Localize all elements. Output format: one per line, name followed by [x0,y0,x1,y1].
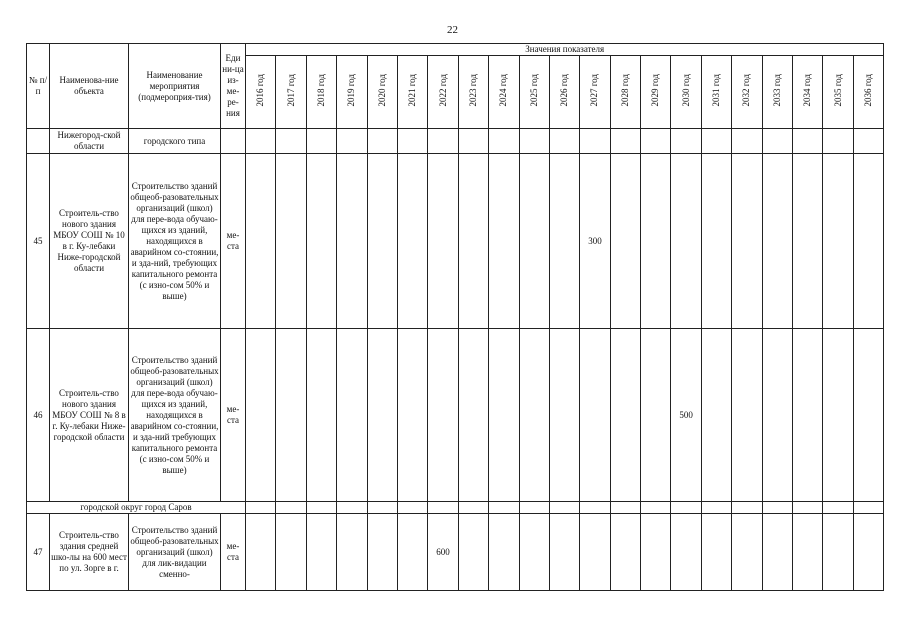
empty-value-cell [580,502,610,514]
empty-value-cell [306,154,336,329]
empty-value-cell [428,129,458,154]
empty-value-cell [489,514,519,591]
empty-value-cell [276,154,306,329]
header-unit: Еди ни-ца из-ме-ре-ния [221,44,246,129]
empty-value-cell [580,329,610,502]
cell-num: 47 [27,514,50,591]
empty-value-cell [428,329,458,502]
value-cell: 500 [671,329,701,502]
year-header-cell [519,56,549,129]
year-header-cell [793,56,823,129]
year-label: 2024 год [498,74,509,107]
empty-value-cell [367,129,397,154]
year-label: 2019 год [346,74,357,107]
empty-value-cell [641,502,671,514]
empty-value-cell [701,514,731,591]
empty-value-cell [793,514,823,591]
year-label: 2016 год [255,74,266,107]
empty-value-cell [823,329,853,502]
empty-value-cell [337,514,367,591]
cell-activity: городского типа [129,129,221,154]
year-header-cell [823,56,853,129]
empty-value-cell [762,329,792,502]
year-label: 2017 год [285,74,296,107]
header-values-group: Значения показателя [246,44,884,56]
empty-value-cell [671,129,701,154]
table-row [27,514,884,591]
year-header-cell [246,56,276,129]
empty-value-cell [853,502,884,514]
empty-value-cell [610,329,640,502]
year-header-cell [610,56,640,129]
empty-value-cell [397,154,427,329]
empty-value-cell [519,329,549,502]
year-label: 2031 год [711,74,722,107]
empty-value-cell [246,329,276,502]
empty-value-cell [793,502,823,514]
empty-value-cell [671,502,701,514]
empty-value-cell [246,502,276,514]
empty-value-cell [580,514,610,591]
year-header-cell [489,56,519,129]
cell-activity: Строительство зданий общеоб-разовательных организаций (школ) для пере-вода обучаю-щихся из зданий, находящихся в аварийном со-стоянии, и зда-ний, требующих капитального ремонта (с изно-сом 50% и выше) [129,154,221,329]
year-header-cell [641,56,671,129]
empty-value-cell [458,154,488,329]
empty-value-cell [732,514,762,591]
value-cell: 300 [580,154,610,329]
empty-value-cell [397,514,427,591]
table-row-continuation [27,129,884,154]
empty-value-cell [276,329,306,502]
empty-value-cell [580,129,610,154]
empty-value-cell [823,154,853,329]
empty-value-cell [519,502,549,514]
year-header-cell [853,56,884,129]
empty-value-cell [337,502,367,514]
empty-value-cell [549,129,579,154]
year-label: 2034 год [802,74,813,107]
empty-value-cell [549,329,579,502]
year-header-cell [428,56,458,129]
cell-object: Строитель-ство здания средней шко-лы на 600 мест по ул. Зорге в г. [50,514,129,591]
cell-unit: ме-ста [221,154,246,329]
year-header-cell [732,56,762,129]
year-header-cell [580,56,610,129]
empty-value-cell [489,154,519,329]
empty-value-cell [701,502,731,514]
empty-value-cell [246,514,276,591]
year-label: 2023 год [467,74,478,107]
empty-value-cell [397,502,427,514]
empty-value-cell [337,129,367,154]
empty-value-cell [549,154,579,329]
empty-value-cell [762,154,792,329]
empty-value-cell [610,129,640,154]
empty-value-cell [823,514,853,591]
empty-value-cell [458,329,488,502]
empty-value-cell [610,154,640,329]
empty-value-cell [762,514,792,591]
empty-value-cell [489,502,519,514]
empty-value-cell [793,129,823,154]
empty-value-cell [793,329,823,502]
empty-value-cell [732,154,762,329]
year-label: 2036 год [863,74,874,107]
empty-value-cell [458,514,488,591]
empty-value-cell [823,129,853,154]
empty-value-cell [853,514,884,591]
empty-value-cell [762,502,792,514]
year-label: 2028 год [619,74,630,107]
year-header-cell [306,56,336,129]
empty-value-cell [428,502,458,514]
empty-value-cell [549,514,579,591]
empty-value-cell [276,129,306,154]
year-label: 2022 год [437,74,448,107]
cell-unit: ме-ста [221,329,246,502]
year-header-cell [276,56,306,129]
section-title: городской округ город Саров [27,502,246,514]
year-label: 2026 год [559,74,570,107]
empty-value-cell [823,502,853,514]
empty-value-cell [519,154,549,329]
empty-value-cell [306,502,336,514]
year-label: 2033 год [771,74,782,107]
empty-value-cell [701,154,731,329]
year-header-cell [701,56,731,129]
empty-value-cell [610,502,640,514]
empty-value-cell [701,329,731,502]
year-label: 2020 год [376,74,387,107]
header-activity: Наименование мероприятия (подмероприя-тия) [129,44,221,129]
table-row [27,329,884,502]
empty-value-cell [458,502,488,514]
empty-value-cell [337,329,367,502]
empty-value-cell [367,502,397,514]
empty-value-cell [428,154,458,329]
empty-value-cell [367,154,397,329]
year-label: 2018 год [315,74,326,107]
empty-value-cell [853,154,884,329]
year-label: 2035 год [832,74,843,107]
empty-value-cell [337,154,367,329]
table-row [27,154,884,329]
empty-value-cell [853,329,884,502]
cell-unit: ме-ста [221,514,246,591]
empty-value-cell [397,329,427,502]
empty-value-cell [246,154,276,329]
empty-value-cell [549,502,579,514]
empty-value-cell [306,514,336,591]
table-body [27,129,884,591]
year-label: 2025 год [528,74,539,107]
cell-unit [221,129,246,154]
empty-value-cell [701,129,731,154]
year-label: 2032 год [741,74,752,107]
year-header-cell [367,56,397,129]
empty-value-cell [519,129,549,154]
year-label: 2027 год [589,74,600,107]
empty-value-cell [793,154,823,329]
page-number: 22 [447,24,458,36]
empty-value-cell [489,329,519,502]
empty-value-cell [732,502,762,514]
empty-value-cell [853,129,884,154]
empty-value-cell [732,329,762,502]
empty-value-cell [306,129,336,154]
year-header-cell [762,56,792,129]
year-header-cell [337,56,367,129]
year-header-cell [397,56,427,129]
cell-object: Нижегород-ской области [50,129,129,154]
empty-value-cell [276,514,306,591]
empty-value-cell [246,129,276,154]
year-header-cell [549,56,579,129]
year-label: 2030 год [680,74,691,107]
cell-num [27,129,50,154]
empty-value-cell [641,514,671,591]
year-header-cell [458,56,488,129]
empty-value-cell [519,514,549,591]
cell-object: Строитель-ство нового здания МБОУ СОШ № 8 в г. Ку-лебаки Ниже-городской области [50,329,129,502]
empty-value-cell [732,129,762,154]
empty-value-cell [762,129,792,154]
year-label: 2029 год [650,74,661,107]
empty-value-cell [641,154,671,329]
empty-value-cell [489,129,519,154]
cell-num: 46 [27,329,50,502]
empty-value-cell [306,329,336,502]
empty-value-cell [671,514,701,591]
value-cell: 600 [428,514,458,591]
cell-object: Строитель-ство нового здания МБОУ СОШ № 10 в г. Ку-лебаки Ниже-городской области [50,154,129,329]
empty-value-cell [367,514,397,591]
cell-num: 45 [27,154,50,329]
empty-value-cell [641,329,671,502]
empty-value-cell [641,129,671,154]
cell-activity: Строительство зданий общеоб-разовательных организаций (школ) для пере-вода обучаю-щихся из зданий, находящихся в аварийном со-стоянии, и зда-ний требующих капитального ремонта (с изно-сом 50% и выше) [129,329,221,502]
section-row [27,502,884,514]
empty-value-cell [276,502,306,514]
header-num: № п/п [27,44,50,129]
empty-value-cell [671,154,701,329]
cell-activity: Строительство зданий общеоб-разовательных организаций (школ) для лик-видации сменно- [129,514,221,591]
empty-value-cell [458,129,488,154]
year-label: 2021 год [407,74,418,107]
year-header-cell [671,56,701,129]
empty-value-cell [610,514,640,591]
header-object: Наименова-ние объекта [50,44,129,129]
indicator-table [26,43,884,591]
empty-value-cell [367,329,397,502]
empty-value-cell [397,129,427,154]
